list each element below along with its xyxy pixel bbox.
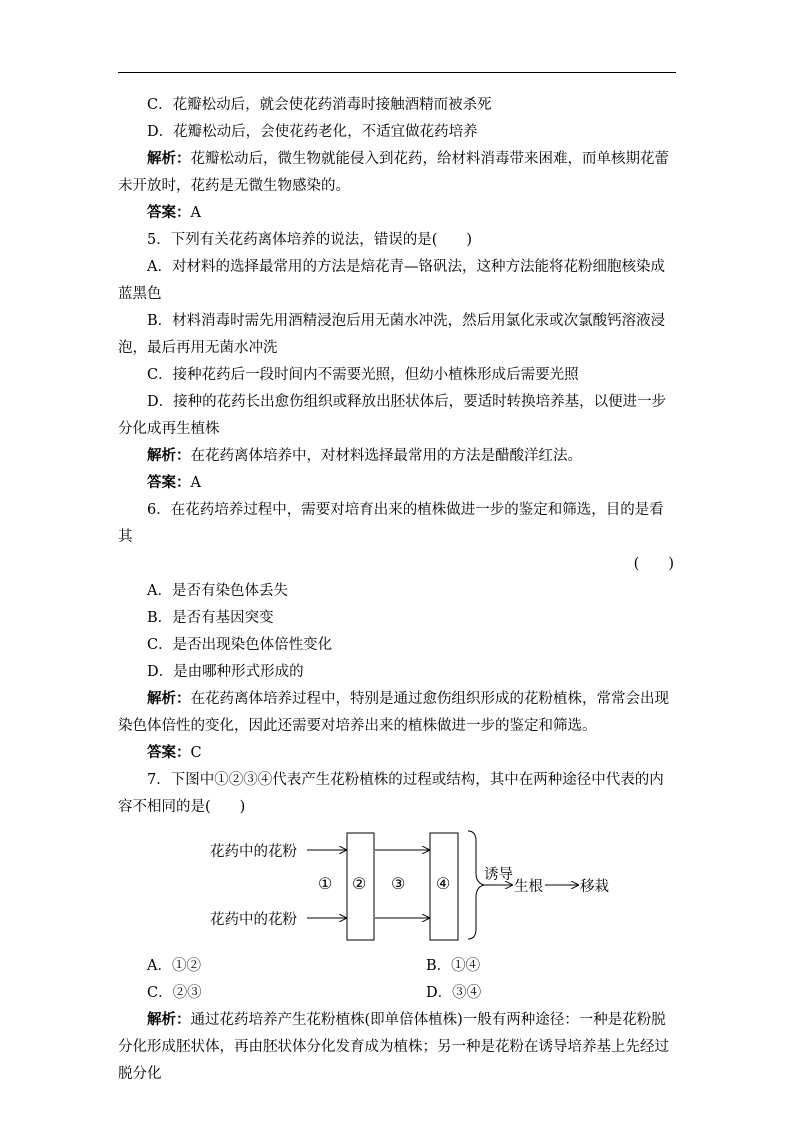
q7-stem: 7．下图中①②③④代表产生花粉植株的过程或结构，其中在两种途径中代表的内容不相同的是( ): [118, 772, 664, 815]
pollen-plant-diagram: [118, 825, 676, 947]
q7-explanation: [118, 1007, 676, 1088]
q5-option-d: D．接种的花药长出愈伤组织或释放出胚状体后，要适时转换培养基，以便进一步分化成再生植株: [118, 394, 667, 437]
explanation-label: 解析：: [147, 151, 191, 167]
explanation-text: 通过花药培养产生花粉植株(即单倍体植株)一般有两种途径：一种是花粉脱分化形成胚状体，再由胚状体分化发育成为植株；另一种是花粉在诱导培养基上先经过脱分化: [118, 1012, 669, 1082]
node-1: ①: [318, 874, 333, 893]
root-label: 生根: [514, 879, 543, 895]
q7-option-c: C．②③: [147, 985, 202, 1001]
q7-option-a: A．①②: [147, 958, 201, 974]
transplant-label: 移栽: [580, 879, 609, 895]
q5-option-b: B．材料消毒时需先用酒精浸泡后用无菌水冲洗，然后用氯化汞或次氯酸钙溶液浸泡，最后再用无菌水冲洗: [118, 313, 666, 356]
q4-option-d: D．花瓣松动后，会使花药老化，不适宜做花药培养: [147, 124, 478, 140]
q7-options-row-2: [118, 980, 676, 1007]
q6-option-c: C．是否出现染色体倍性变化: [147, 637, 333, 653]
q5-answer: [118, 470, 676, 497]
node-3: ③: [391, 874, 406, 893]
explanation-label: 解析：: [147, 1012, 191, 1028]
q7-option-b: B．①④: [426, 958, 481, 974]
source-top-label: 花药中的花粉: [210, 844, 297, 860]
q5-option-a: A．对材料的选择最常用的方法是焙花青—铬矾法，这种方法能将花粉细胞核染成蓝黑色: [118, 259, 665, 302]
q6-stem: 6．在花药培养过程中，需要对培育出来的植株做进一步的鉴定和筛选，目的是看其: [118, 502, 664, 545]
q4-answer: [118, 200, 676, 227]
source-bottom-label: 花药中的花粉: [210, 912, 297, 928]
node-4: ④: [436, 874, 451, 893]
q4-option-c: C．花瓣松动后，就会使花药消毒时接触酒精而被杀死: [147, 97, 492, 113]
answer-value: C: [190, 745, 202, 761]
q5-stem: 5．下列有关花药离体培养的说法，错误的是( ): [147, 232, 473, 248]
q5-option-c: C．接种花药后一段时间内不需要光照，但幼小植株形成后需要光照: [147, 367, 579, 383]
q6-option-a: A．是否有染色体丢失: [147, 583, 288, 599]
brace: [468, 831, 484, 939]
q6-option-b: B．是否有基因突变: [147, 610, 274, 626]
explanation-text: 在花药离体培养过程中，特别是通过愈伤组织形成的花粉植株，常常会出现染色体倍性的变化，因此还需要对培养出来的植株做进一步的鉴定和筛选。: [118, 691, 669, 734]
document-body: [118, 92, 676, 1088]
q7-option-d: D．③④: [426, 985, 482, 1001]
q6-explanation: [118, 686, 676, 740]
header-rule: [118, 72, 676, 73]
explanation-label: 解析：: [147, 448, 191, 464]
explanation-text: 在花药离体培养中，对材料选择最常用的方法是醋酸洋红法。: [190, 448, 582, 464]
q4-explanation: [118, 146, 676, 200]
q5-explanation: [118, 443, 676, 470]
q7-options-row-1: [118, 953, 676, 980]
answer-label: 答案：: [147, 745, 191, 761]
q6-paren: ( ): [633, 556, 674, 572]
answer-value: A: [190, 205, 201, 221]
q6-answer: [118, 740, 676, 767]
answer-label: 答案：: [147, 475, 191, 491]
induce-label: 诱导: [484, 867, 513, 883]
q6-option-d: D．是由哪种形式形成的: [147, 664, 304, 680]
explanation-text: 花瓣松动后，微生物就能侵入到花药，给材料消毒带来困难，而单核期花蕾未开放时，花药是无微生物感染的。: [118, 151, 669, 194]
node-2: ②: [352, 874, 367, 893]
explanation-label: 解析：: [147, 691, 191, 707]
answer-value: A: [190, 475, 201, 491]
answer-label: 答案：: [147, 205, 191, 221]
